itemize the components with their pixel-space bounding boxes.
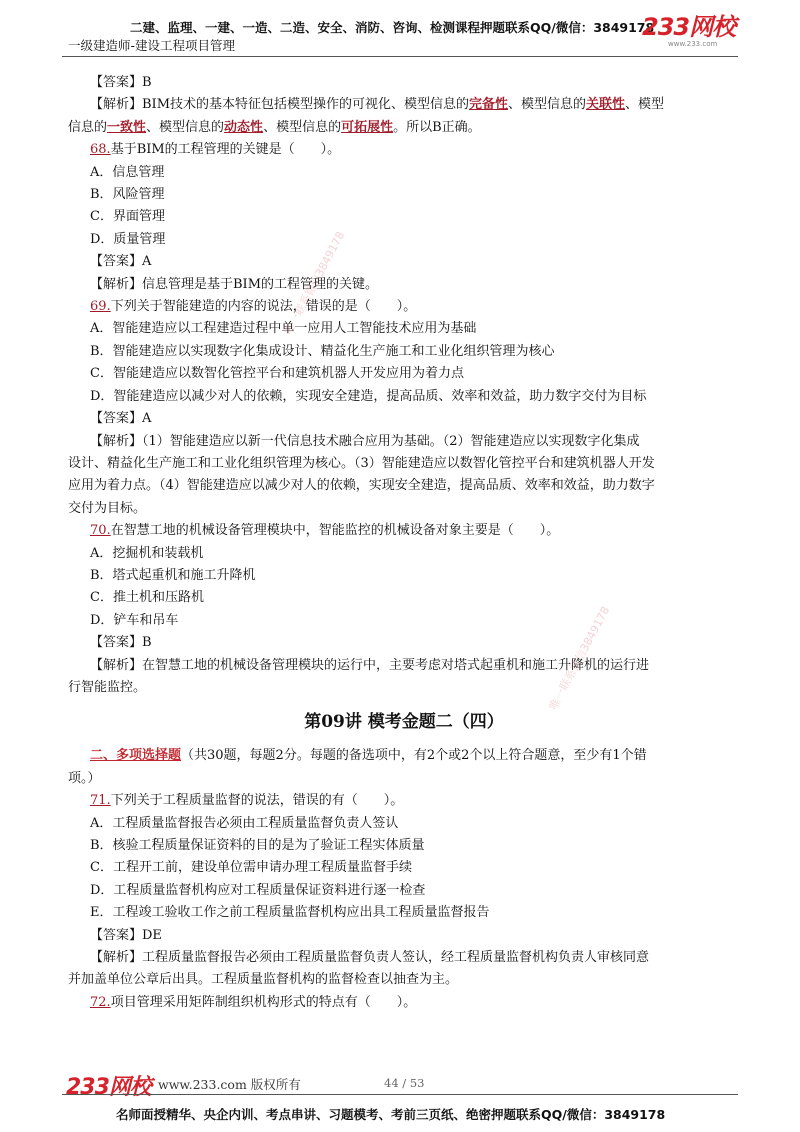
option: C．推土机和压路机 [90,590,204,606]
question-number: 69. [90,299,111,315]
question-number: 70. [90,523,111,539]
text-span: 、模型信息的 [146,119,225,135]
section-description: 项。） [68,770,101,786]
explanation-line: 【解析】（1）智能建造应以新一代信息技术融合应用为基础。（2）智能建造应以实现数字化集成 [90,433,640,449]
footer-copyright: www.233.com 版权所有 [158,1077,301,1092]
explanation-line [68,117,740,139]
question-number: 72. [90,994,111,1010]
explanation-line: 【解析】信息管理是基于BIM的工程管理的关键。 [90,276,378,292]
answer-line: 【答案】B [90,75,152,90]
option: D．智能建造应以减少对人的依赖，实现安全建造，提高品质、效率和效益，助力数字交付为目标 [90,388,647,404]
option: D．工程质量监督机构应对工程质量保证资料进行逐一检查 [90,882,426,898]
text-span: 信息的 [68,119,108,135]
option: A．挖掘机和装载机 [90,545,204,561]
option: D．铲车和吊车 [90,612,179,628]
answer-line: 【答案】DE [90,927,162,943]
question-69 [90,296,740,318]
option: B．风险管理 [90,187,165,203]
keyword: 可拓展性 [341,119,394,135]
page-number: 44 / 53 [384,1076,425,1090]
keyword: 完备性 [469,97,509,113]
text-span: 、模型信息的 [263,119,342,135]
section-title: 二、多项选择题 [90,748,182,764]
footer-divider [62,1094,738,1095]
keyword: 动态性 [224,119,264,135]
option: E．工程竣工验收工作之前工程质量监督机构应出具工程质量监督报告 [90,905,490,921]
keyword: 一致性 [107,119,147,135]
option: B．塔式起重机和施工升降机 [90,567,256,583]
text-span: 。所以B正确。 [393,119,481,135]
question-68 [90,139,740,161]
explanation-line: 交付为目标。 [68,500,147,516]
brand-logo-text: 233网校 [642,13,736,41]
document-body [68,72,740,1014]
question-72 [90,992,740,1014]
question-number: 68. [90,142,111,158]
explanation-line: 并加盖单位公章后出具。工程质量监督机构的监督检查以抽查为主。 [68,972,459,988]
header-contact-line: 二建、监理、一建、一造、二造、安全、消防、咨询、检测课程押题联系QQ/微信：3849178 [130,20,655,35]
option: B．核验工程质量保证资料的目的是为了验证工程实体质量 [90,838,425,853]
text-span: 【解析】BIM技术的基本特征包括模型操作的可视化、模型信息的 [90,97,469,113]
document-subtitle: 一级建造师-建设工程项目管理 [68,38,236,53]
text-span: 、模型 [625,97,665,113]
question-text: 下列关于智能建造的内容的说法，错误的是（ ）。 [110,299,417,315]
header-divider [62,56,738,57]
option: D．质量管理 [90,231,166,247]
question-text: 下列关于工程质量监督的说法，错误的有（ ）。 [110,793,404,809]
watermark: 唯一联系微信3849178 [546,604,613,713]
question-70 [90,520,740,542]
answer-line: 【答案】A [90,411,152,427]
footer-contact-line: 名师面授精华、央企内训、考点串讲、习题模考、考前三页纸、绝密押题联系QQ/微信：3849178 [116,1107,666,1122]
question-text: 项目管理采用矩阵制组织机构形式的特点有（ ）。 [110,994,417,1010]
explanation-line [90,94,740,116]
question-number: 71. [90,793,111,809]
text-span: 、模型信息的 [508,97,587,113]
option: A．信息管理 [90,164,165,180]
option: A．智能建造应以工程建造过程中单一应用人工智能技术应用为基础 [90,321,477,337]
explanation-line: 设计、精益化生产施工和工业化组织管理为核心。（3）智能建造应以数智化管控平台和建筑机器人开发 [68,455,655,471]
explanation-line: 【解析】在智慧工地的机械设备管理模块的运行中，主要考虑对塔式起重机和施工升降机的运行进 [90,657,650,673]
section-description: （共30题，每题2分。每题的备选项中，有2个或2个以上符合题意，至少有1个错 [181,748,647,764]
keyword: 关联性 [586,97,626,113]
option: B．智能建造应以实现数字化集成设计、精益化生产施工和工业化组织管理为核心 [90,343,555,359]
question-text: 基于BIM的工程管理的关键是（ ）。 [110,142,341,158]
question-71 [90,790,740,812]
explanation-line: 行智能监控。 [68,679,147,695]
brand-logo-url: www.233.com [668,40,718,48]
watermark: 唯一联系微信3849178 [281,229,348,338]
answer-line: 【答案】B [90,635,152,651]
answer-line: 【答案】A [90,254,152,270]
footer-logo: 233网校 [66,1075,151,1100]
option: C．智能建造应以数智化管控平台和建筑机器人开发应用为着力点 [90,366,464,382]
question-text: 在智慧工地的机械设备管理模块中，智能监控的机械设备对象主要是（ ）。 [110,523,560,539]
lecture-title: 第09讲 模考金题二（四） [304,712,504,733]
brand-logo [642,14,738,54]
explanation-line: 应用为着力点。（4）智能建造应以减少对人的依赖，实现安全建造，提高品质、效率和效益，助力数字 [68,478,655,494]
option: C．工程开工前，建设单位需申请办理工程质量监督手续 [90,860,412,876]
explanation-line: 【解析】工程质量监督报告必须由工程质量监督负责人签认，经工程质量监督机构负责人审核同意 [90,950,650,966]
option: C．界面管理 [90,209,165,225]
section-header [90,745,740,767]
option: A．工程质量监督报告必须由工程质量监督负责人签认 [90,815,399,831]
